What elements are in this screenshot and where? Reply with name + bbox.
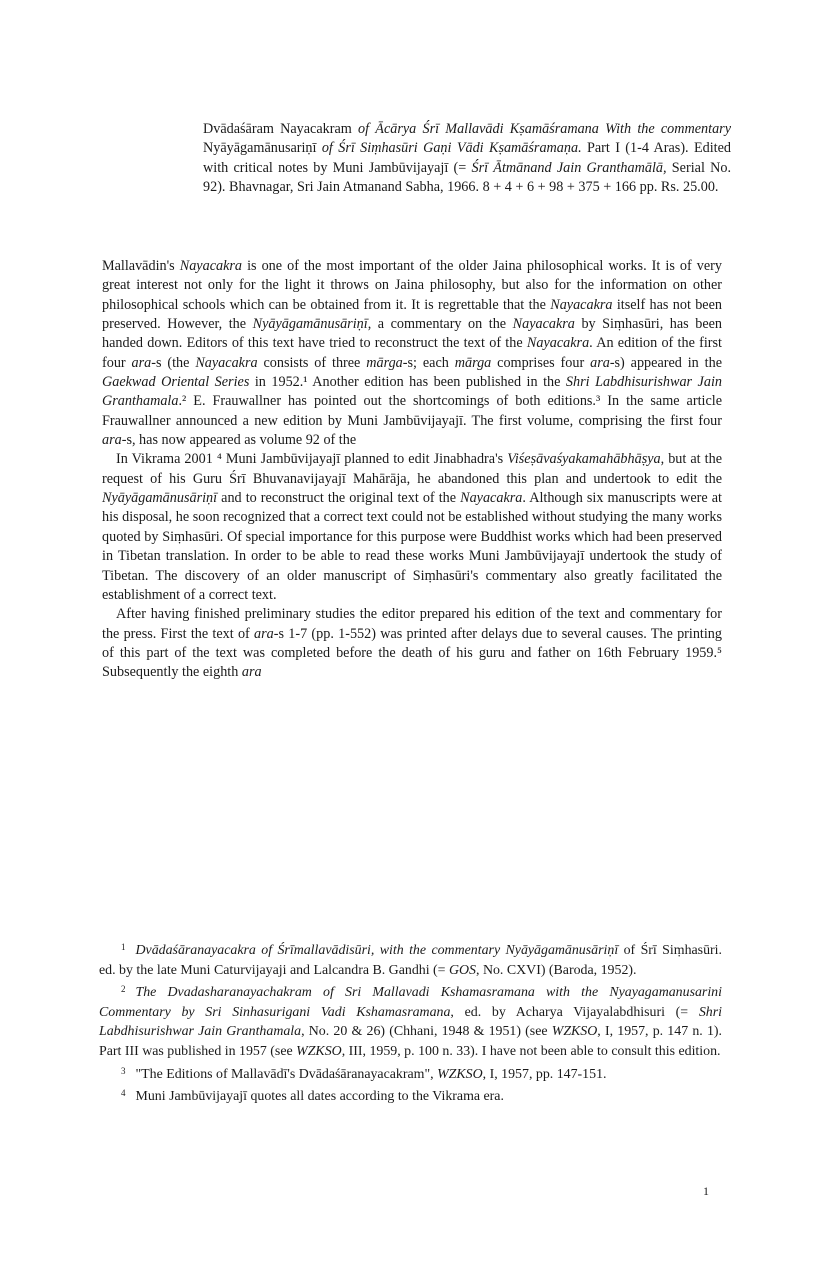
header-series: Śrī Ātmānand Jain Granthamālā, xyxy=(471,159,667,176)
text-run: Nyāyāgamānusāriṇī xyxy=(102,490,218,507)
text-run: of Śrī Siṃhasūri. ed. by the late Muni Caturvijayaji and Lalcandra B. Gandhi (= xyxy=(99,943,722,978)
footnote-marker: 1 xyxy=(121,942,126,952)
review-body xyxy=(102,257,722,683)
text-run: comprises four xyxy=(491,354,591,371)
text-run: ara xyxy=(241,664,262,681)
text-run: Nayacakra xyxy=(195,354,258,371)
text-run: itself has not been preserved. However, the xyxy=(102,296,722,333)
text-run: WZKSO xyxy=(437,1066,483,1082)
footnote-marker: 3 xyxy=(121,1065,126,1076)
text-run: , No. 20 & 26) (Chhani, 1948 & 1951) (see xyxy=(301,1024,552,1040)
text-run: GOS xyxy=(448,962,476,978)
header-title: Dvādaśāram Nayacakram xyxy=(203,121,359,137)
text-run: Nayacakra xyxy=(179,258,243,274)
text-run: ara xyxy=(254,625,274,642)
text-run: -s, has now appeared as volume 92 of the xyxy=(121,432,357,449)
text-run: -s) appeared in the xyxy=(609,354,722,371)
text-run: mārga xyxy=(454,354,492,371)
header-commentator: of Śrī Siṃhasūri Gaṇi Vādi Kṣamāśramaṇa. xyxy=(321,140,582,157)
text-run: . An edition of the first four xyxy=(102,335,722,371)
body-paragraph-3 xyxy=(102,605,722,682)
text-run: is one of the most important of the older Jaina philosophical works. It is of very great interest not only for the light it throws on Jaina philosophy, but also for the information on other philosophical schools which can be obtained from it. It is regrettable that the xyxy=(102,258,722,313)
text-run: Nayacakra xyxy=(460,490,523,507)
footnote-4 xyxy=(99,1084,722,1107)
text-run: , ed. by Acharya Vijayalabdhisuri (= xyxy=(450,1004,699,1020)
footnote-2 xyxy=(99,980,722,1061)
text-run: Muni Jambūvijayajī quotes all dates according to the Vikrama era. xyxy=(135,1089,504,1105)
text-run: Nayacakra xyxy=(550,296,613,313)
header-publisher: Serial No. 92). Bhavnagar, Sri Jain Atmanand Sabha, 1966. 8 + 4 + 6 + 98 + 375 + 166 pp. Rs. 25.00. xyxy=(203,159,732,195)
text-run: WZKSO xyxy=(551,1024,598,1040)
footnote-marker: 4 xyxy=(121,1088,126,1099)
header-edition-info: Part I (1-4 Aras). Edited with critical notes by Muni Jambūvijayajī (= xyxy=(203,140,731,176)
text-run: Nayacakra xyxy=(526,335,590,352)
body-paragraph-1 xyxy=(102,257,722,450)
header-commentary: Nyāyāgamānusariṇī xyxy=(203,140,322,157)
text-run: -s (the xyxy=(151,354,196,371)
footnote-marker: 2 xyxy=(121,984,126,995)
text-run: ara xyxy=(102,432,122,449)
header-author: of Ācārya Śrī Mallavādi Kṣamāśramana With the commentary xyxy=(358,121,731,137)
text-run: , I, 1957, pp. 147-151. xyxy=(482,1066,607,1082)
text-run: After having finished preliminary studies the editor prepared his edition of the text and commentary for the press. First the text of xyxy=(102,606,722,642)
text-run: mārga xyxy=(366,354,403,371)
text-run: Shri Labdhisurishwar Jain Granthamala xyxy=(102,374,722,410)
text-run: , III, 1959, p. 100 n. 33). I have not been able to consult this edition. xyxy=(341,1043,721,1059)
text-run: Nyāyāgamānusāriṇī xyxy=(252,316,368,333)
text-run: , No. CXVI) (Baroda, 1952). xyxy=(476,962,637,978)
text-run: , a commentary on the xyxy=(367,316,513,333)
text-run: Dvādaśāranayacakra of Śrīmallavādisūri, with the commentary Nyāyāgamānusāriṇī xyxy=(135,943,619,958)
text-run: WZKSO xyxy=(296,1043,342,1059)
text-run: In Vikrama 2001 ⁴ Muni Jambūvijayajī planned to edit Jinabhadra's xyxy=(116,451,508,468)
footnote-1 xyxy=(99,938,722,980)
footnote-3 xyxy=(99,1062,722,1085)
text-run: -s; each xyxy=(402,354,455,371)
text-run: in 1952.¹ Another edition has been published in the xyxy=(249,374,566,391)
text-run: The Dvadasharanayachakram of Sri Mallavadi Kshamasramana with the Nyayagamanusarini Commentary by Sri Sinhasurigani Vadi Kshamasramana xyxy=(99,985,722,1020)
text-run: Mallavādin's xyxy=(102,258,180,274)
text-run: , I, 1957, p. 147 n. 1). Part III was published in 1957 (see xyxy=(99,1024,722,1059)
page-number: 1 xyxy=(703,1184,709,1198)
text-run: , but at the request of his Guru Śrī Bhuvanavijayajī Mahārāja, he abandoned this plan and undertook to edit the xyxy=(102,451,722,487)
text-run: -s 1-7 (pp. 1-552) was printed after delays due to several causes. The printing of this part of the text was completed before the death of his guru and father on 16th February 1959.⁵ Subsequently the eighth xyxy=(102,625,722,681)
text-run: Gaekwad Oriental Series xyxy=(102,374,250,391)
footnotes xyxy=(99,938,722,1107)
text-run: Shri Labdhisurishwar Jain Granthamala xyxy=(99,1004,722,1040)
text-run: ara xyxy=(590,354,610,371)
body-paragraph-2 xyxy=(102,450,722,605)
review-bibliographic-header xyxy=(203,120,731,197)
text-run: . Although six manuscripts were at his disposal, he soon recognized that a correct text could not be established without studying the many works quoted by Siṃhasūri. Of special importance for this purpose were Buddhist works which had been preserved in Tibetan translation. In order to be able to read these works Muni Jambūvijayajī undertook the study of Tibetan. The discovery of an older manuscript of Siṃhasūri's commentary also greatly facilitated the establishment of a correct text. xyxy=(102,490,722,603)
text-run: by Siṃhasūri, has been handed down. Editors of this text have tried to reconstruct the text of the xyxy=(102,316,723,352)
text-run: Nayacakra xyxy=(512,316,575,333)
text-run: consists of three xyxy=(257,354,367,371)
text-run: ara xyxy=(131,354,152,371)
text-run: Viśeṣāvaśyakamahābhāṣya xyxy=(507,451,661,468)
text-run: "The Editions of Mallavādī's Dvādaśāranayacakram", xyxy=(135,1066,438,1082)
text-run: .² E. Frauwallner has pointed out the shortcomings of both editions.³ In the same article Frauwallner announced a new edition by Muni Jambūvijayajī. The first volume, comprising the first four xyxy=(102,393,722,429)
text-run: and to reconstruct the original text of the xyxy=(217,490,461,507)
